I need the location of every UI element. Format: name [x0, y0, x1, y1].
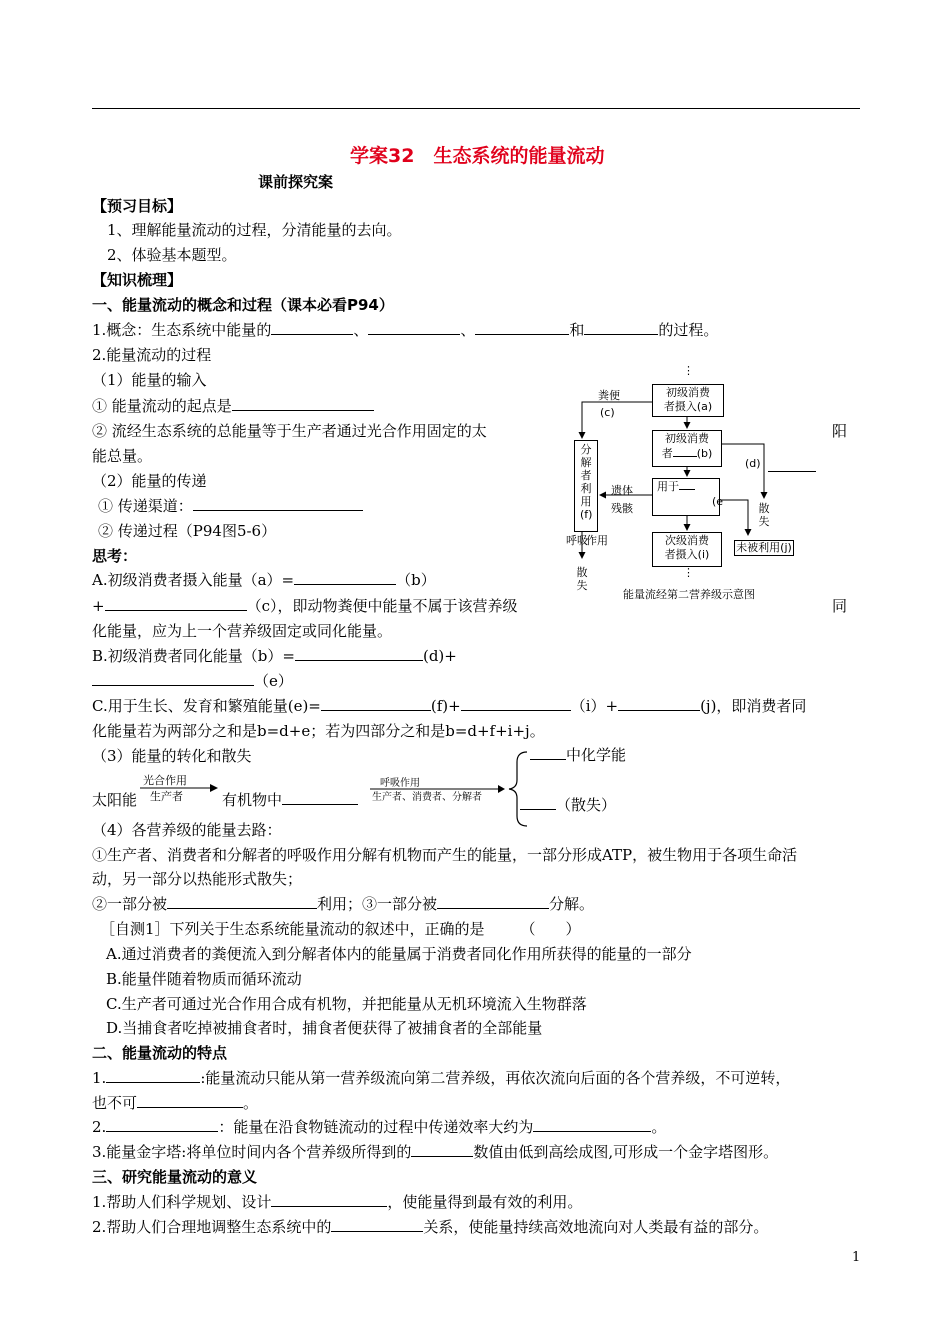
s3-line-1 — [92, 1192, 582, 1212]
selftest-answer-paren[interactable]: （ ） — [520, 920, 581, 938]
s3-l2-b: 关系，使能量持续高效地流向对人类最有益的部分。 — [423, 1218, 769, 1236]
primary-consumer-intake-box — [652, 384, 724, 417]
feces-c-label: (c) — [600, 406, 615, 419]
concept-sep-2: 、 — [460, 321, 476, 339]
blank-s2-1[interactable] — [106, 1068, 200, 1083]
growth-box — [652, 478, 720, 516]
channel-line — [98, 496, 363, 516]
blank-concept-3[interactable] — [475, 320, 569, 335]
dissipate-right: 散失 — [758, 502, 770, 528]
selftest-option-c[interactable]: C.生产者可通过光合作用合成有机物，并把能量从无机环境流入生物群落 — [106, 995, 587, 1013]
sun-energy: 太阳能 — [92, 791, 138, 809]
blank-s2-2[interactable] — [137, 1093, 243, 1108]
conversion-heading: （3）能量的转化和散失 — [92, 747, 252, 765]
preview-goal-heading: 【预习目标】 — [92, 197, 183, 215]
concept-end: 的过程。 — [658, 321, 719, 339]
s2-l3-c: 。 — [651, 1118, 667, 1136]
s2-line-3 — [92, 1117, 666, 1137]
think-a-text: A.初级消费者摄入能量（a）= — [92, 571, 295, 589]
blank-branch-2[interactable] — [520, 795, 556, 810]
feces-label: 粪便 — [598, 389, 620, 402]
s2-line-2 — [92, 1093, 258, 1113]
think-a-line-2 — [92, 596, 517, 616]
s2-l3-b: ：能量在沿食物链流动的过程中传递效率大约为 — [218, 1118, 534, 1136]
think-b-line-1 — [92, 646, 457, 666]
think-c-line-2: 化能量若为两部分之和是b=d+e；若为四部分之和是b=d+f+i+j。 — [92, 722, 545, 740]
remains-label-2: 残骸 — [611, 502, 633, 515]
branch-1-text: 中化学能 — [566, 746, 627, 764]
box-b-label: (b) — [696, 447, 713, 460]
think-b-text: B.初级消费者同化能量（b）= — [92, 647, 295, 665]
s2-line-4 — [92, 1142, 778, 1162]
diagram-caption: 能量流经第二营养级示意图 — [623, 588, 755, 601]
think-a-line-3: 化能量，应为上一个营养级固定或同化能量。 — [92, 622, 393, 640]
dots-top: ⋮ — [683, 364, 694, 377]
branch-2-text: （散失） — [556, 796, 617, 814]
process-line: ② 传递过程（P94图5-6） — [98, 522, 277, 540]
dissipate-bottom: 散失 — [576, 566, 588, 592]
blank-think-j[interactable] — [618, 696, 700, 711]
secondary-consumer-intake-box — [652, 532, 722, 567]
total-line: ② 流经生态系统的总能量等于生产者通过光合作用固定的太 — [92, 422, 487, 440]
total-line-2: 能总量。 — [92, 447, 153, 465]
s3-l1-a: 1.帮助人们科学规划、设计 — [92, 1193, 272, 1211]
concept-sep-1: 、 — [353, 321, 369, 339]
selftest-option-a[interactable]: A.通过消费者的粪便流入到分解者体内的能量属于消费者同化作用所获得的能量的一部分 — [106, 945, 692, 963]
dest-text-b: 利用；③一部分被 — [317, 895, 438, 913]
remains-label-1: 遗体 — [611, 484, 633, 497]
think-c-line-1 — [92, 696, 806, 716]
blank-box-b[interactable] — [673, 446, 697, 457]
s2-l4-b: 数值由低到高绘成图,可形成一个金字塔图形。 — [473, 1143, 779, 1161]
destination-line-2: 动，另一部分以热能形式散失； — [92, 870, 303, 888]
selftest-option-d[interactable]: D.当捕食者吃掉被捕食者时，捕食者便获得了被捕食者的全部能量 — [106, 1019, 543, 1037]
start-text: ① 能量流动的起点是 — [92, 397, 232, 415]
dest-text-c: 分解。 — [549, 895, 595, 913]
goal-1: 1、理解能量流动的过程，分清能量的去向。 — [107, 221, 402, 239]
start-line — [92, 396, 374, 416]
blank-s2-3[interactable] — [106, 1117, 218, 1132]
total-sun: 阳 — [832, 422, 848, 440]
resp-label-1: 呼吸 — [566, 534, 588, 547]
blank-box-e[interactable] — [679, 479, 695, 490]
blank-concept-1[interactable] — [271, 320, 353, 335]
process-heading: 2.能量流动的过程 — [92, 346, 212, 364]
channel-text: ① 传递渠道： — [98, 497, 193, 515]
destination-line-3 — [92, 894, 594, 914]
blank-think-e[interactable] — [92, 671, 254, 686]
box-e-label: (e — [712, 495, 724, 508]
branch-1 — [530, 745, 626, 765]
selftest-question — [100, 919, 581, 939]
s2-l2-a: 也不可 — [92, 1094, 138, 1112]
think-a-tong: 同 — [832, 597, 848, 615]
subtitle: 课前探究案 — [258, 173, 334, 191]
box-i-line-1: 次级消费 — [665, 534, 709, 547]
dots-bottom: ⋮ — [683, 566, 694, 579]
box-i-line-2: 者摄入(i) — [664, 548, 710, 561]
blank-think-i[interactable] — [461, 696, 571, 711]
resp-label-2: 作用 — [586, 534, 608, 547]
think-a-plus: + — [92, 597, 105, 615]
unused-box: 未被利用(j) — [734, 540, 794, 556]
blank-s3-1[interactable] — [271, 1192, 387, 1207]
selftest-q-text: ［自测1］下列关于生态系统能量流动的叙述中，正确的是 — [100, 920, 485, 938]
blank-channel[interactable] — [193, 496, 363, 511]
s2-l3-a: 2. — [92, 1118, 107, 1136]
think-b-line-2 — [92, 671, 293, 691]
section-2-heading: 二、能量流动的特点 — [92, 1044, 228, 1062]
knowledge-heading: 【知识梳理】 — [92, 271, 183, 289]
blank-s2-5[interactable] — [411, 1142, 473, 1157]
think-c-j: (j)，即消费者同 — [700, 697, 807, 715]
think-a-c: （c），即动物粪便中能量不属于该营养级 — [246, 597, 518, 615]
box-a-line-1: 初级消费 — [666, 386, 710, 399]
input-heading: （1）能量的输入 — [92, 371, 207, 389]
d-label: (d) — [745, 457, 761, 470]
arrow2-bottom-label: 生产者、消费者、分解者 — [372, 792, 482, 803]
section-1-heading: 一、能量流动的概念和过程（课本必看P94） — [92, 296, 394, 314]
page-number: 1 — [852, 1250, 861, 1265]
header-rule — [92, 108, 860, 109]
s3-l1-b: ，使能量得到最有效的利用。 — [387, 1193, 583, 1211]
think-b-e: （e） — [254, 672, 293, 690]
box-b-text: 者 — [661, 447, 673, 460]
box-b-line-2 — [653, 446, 721, 461]
photosynthesis-arrow — [140, 782, 220, 794]
concept-and: 和 — [569, 321, 585, 339]
goal-2: 2、体验基本题型。 — [107, 246, 237, 264]
blank-s3-2[interactable] — [331, 1217, 423, 1232]
think-c-i: （i）+ — [570, 697, 619, 715]
arrow1-bottom-label: 生产者 — [150, 790, 183, 803]
blank-concept-2[interactable] — [368, 320, 460, 335]
box-b-line-1: 初级消费 — [665, 432, 709, 445]
blank-dest-1[interactable] — [167, 894, 317, 909]
blank-dest-2[interactable] — [437, 894, 549, 909]
destination-heading: （4）各营养级的能量去路： — [92, 821, 282, 839]
blank-concept-4[interactable] — [584, 320, 658, 335]
primary-consumer-assimilation-box — [652, 430, 722, 467]
think-a-b: （b） — [396, 571, 436, 589]
destination-line-1: ①生产者、消费者和分解者的呼吸作用分解有机物而产生的能量，一部分形成ATP，被生物用于各项生命活 — [92, 846, 798, 864]
section-3-heading: 三、研究能量流动的意义 — [92, 1168, 258, 1186]
blank-start[interactable] — [232, 396, 374, 411]
concept-line — [92, 320, 718, 340]
transfer-heading: （2）能量的传递 — [92, 472, 207, 490]
blank-branch-1[interactable] — [530, 745, 566, 760]
s3-line-2 — [92, 1217, 768, 1237]
respiration-arrow — [370, 784, 506, 794]
dest-text-a: ②一部分被 — [92, 895, 168, 913]
organic-line — [222, 790, 358, 810]
organic-text: 有机物中 — [222, 791, 283, 809]
concept-text-a: 1.概念：生态系统中能量的 — [92, 321, 272, 339]
blank-think-c[interactable] — [105, 596, 247, 611]
decomposer-text: 分解者利用(f) — [580, 443, 593, 521]
page-title: 学案32 生态系统的能量流动 — [350, 145, 605, 167]
arrow1-top-label: 光合作用 — [143, 774, 187, 787]
branch-brace — [505, 750, 529, 828]
branch-2 — [520, 795, 616, 815]
s2-l4-a: 3.能量金字塔:将单位时间内各个营养级所得到的 — [92, 1143, 412, 1161]
selftest-option-b[interactable]: B.能量伴随着物质而循环流动 — [106, 970, 302, 988]
blank-think-a[interactable] — [294, 570, 396, 585]
blank-d[interactable] — [768, 457, 816, 472]
think-a-line-1 — [92, 570, 436, 590]
decomposer-box — [574, 440, 598, 532]
s2-line-1 — [92, 1068, 790, 1088]
think-b-d: (d)+ — [422, 647, 457, 665]
think-c-text: C.用于生长、发育和繁殖能量(e)= — [92, 697, 321, 715]
blank-organic[interactable] — [282, 790, 358, 805]
box-e-text: 用于 — [657, 480, 679, 493]
s2-l1-a: 1. — [92, 1069, 107, 1087]
arrow2-top-label: 呼吸作用 — [380, 778, 420, 789]
think-heading: 思考： — [92, 547, 138, 565]
s3-l2-a: 2.帮助人们合理地调整生态系统中的 — [92, 1218, 332, 1236]
box-a-line-2: 者摄入(a) — [663, 400, 713, 413]
blank-think-d[interactable] — [295, 646, 423, 661]
s2-l1-b: :能量流动只能从第一营养级流向第二营养级，再依次流向后面的各个营养级，不可逆转， — [200, 1069, 791, 1087]
s2-l2-b: 。 — [243, 1094, 259, 1112]
blank-s2-4[interactable] — [533, 1117, 651, 1132]
think-c-f: (f)+ — [430, 697, 461, 715]
blank-think-f[interactable] — [321, 696, 431, 711]
